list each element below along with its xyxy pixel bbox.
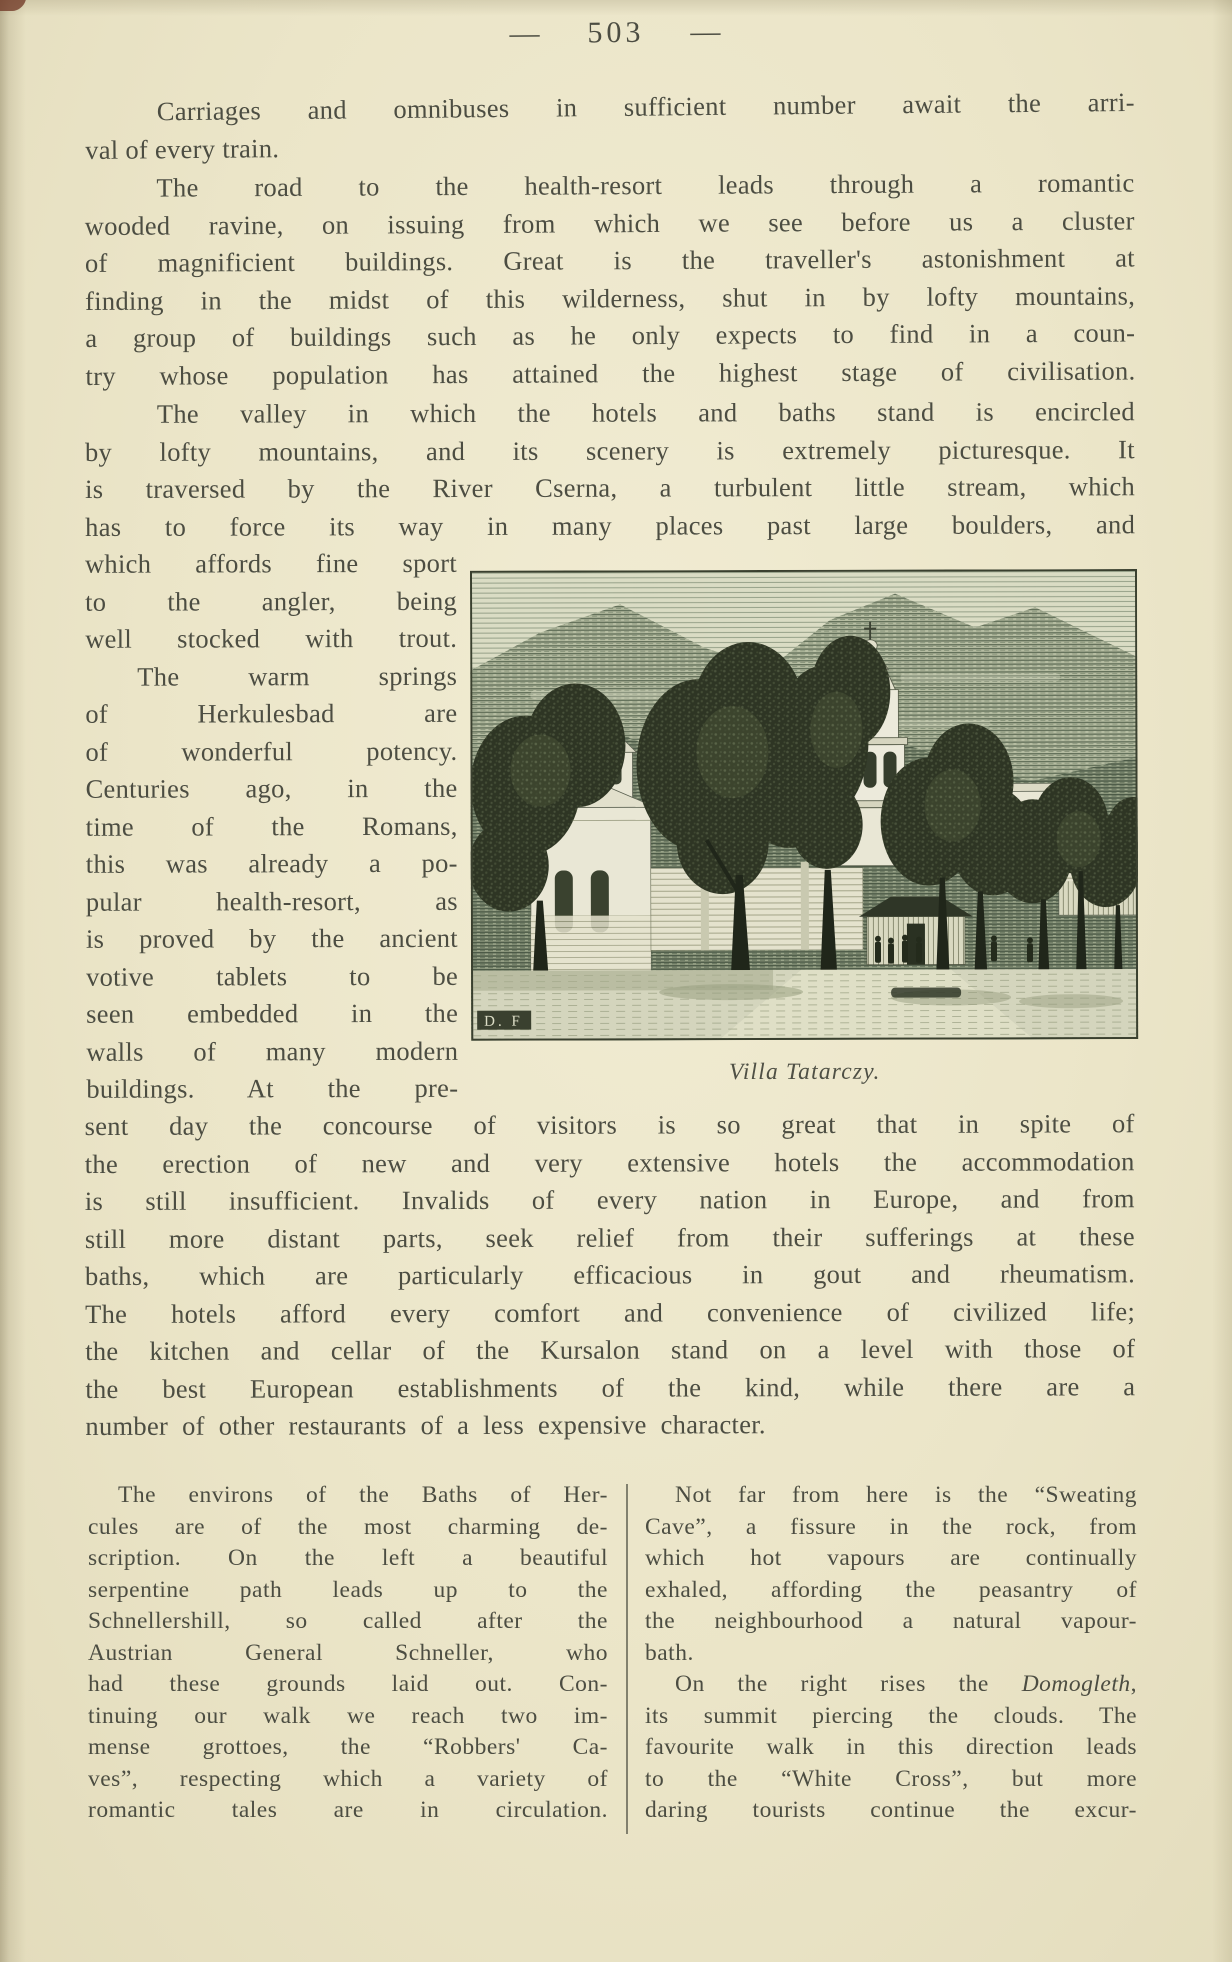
text-line: is traversed by the River Cserna, a turbulent little stream, which (85, 471, 1136, 504)
text-line: pular health-resort, as (85, 885, 458, 917)
text-line: favourite walk in this direction leads (645, 1734, 1137, 1760)
text-line: this was already a po- (85, 847, 458, 879)
villa-tatarczy-figure (470, 569, 1138, 1087)
text-line: wooded ravine, on issuing from which we see before us a cluster (84, 205, 1135, 241)
page-number: 503 (587, 15, 645, 50)
villa-tatarczy-engraving (470, 569, 1138, 1041)
engraver-signature: D. F (484, 1013, 523, 1030)
text-line: sent day the concourse of visitors is so great that in spite of (84, 1108, 1135, 1142)
text-line: of wonderful potency. (85, 735, 458, 767)
text-line: of Herkulesbad are (85, 697, 458, 729)
header-right-dash: — (690, 15, 723, 49)
footnote-column-right (645, 1480, 1137, 1827)
text-line: the kitchen and cellar of the Kursalon stand on a level with those of (85, 1333, 1136, 1366)
text-line: a group of buildings such as he only expects to find in a coun- (85, 317, 1136, 353)
text-line: Centuries ago, in the (85, 772, 458, 804)
text-line: finding in the midst of this wilderness, shut in by lofty mountains, (85, 280, 1136, 316)
text-line: exhaled, affording the peasantry of (645, 1576, 1137, 1603)
text-line: romantic tales are in circulation. (88, 1797, 608, 1823)
text-line: its summit piercing the clouds. The (645, 1702, 1137, 1729)
text-span: , (1130, 1671, 1137, 1697)
text-line: tinuing our walk we reach two im- (88, 1702, 608, 1729)
text-line: mense grottoes, the “Robbers' Ca- (88, 1734, 608, 1760)
text-span: On the right rises the (675, 1671, 1022, 1697)
text-line: buildings. At the pre- (86, 1072, 459, 1104)
text-line: The road to the health-resort leads through a romantic (156, 167, 1135, 203)
text-line: Schnellershill, so called after the (88, 1608, 608, 1634)
text-line: has to force its way in many places past large boulders, and (85, 508, 1136, 542)
text-line (645, 1669, 1137, 1701)
text-line: try whose population has attained the highest stage of civilisation. (85, 355, 1136, 391)
text-line: the neighbourhood a natural vapour- (645, 1608, 1137, 1634)
paragraph-4 (85, 1105, 1136, 1445)
text-line: The hotels afford every comfort and convenience of civilized life; (85, 1295, 1136, 1329)
text-line: still more distant parts, seek relief from their sufferings at these (84, 1220, 1135, 1254)
side-column (85, 545, 458, 1108)
text-line: is still insufficient. Invalids of every nation in Europe, and from (84, 1183, 1135, 1217)
text-line: Cave”, a fissure in the rock, from (645, 1513, 1137, 1540)
text-line: is proved by the ancient (85, 922, 458, 954)
figure-caption: Villa Tatarczy. (728, 1058, 881, 1086)
text-line: number of other restaurants of a less expensive character. (85, 1409, 766, 1441)
text-line: Carriages and omnibuses in sufficient number await the arri- (156, 86, 1135, 127)
text-line: ves”, respecting which a variety of (88, 1765, 608, 1792)
text-line: by lofty mountains, and its scenery is extremely picturesque. It (84, 433, 1135, 467)
text-line: the erection of new and very extensive hotels the accommodation (84, 1145, 1135, 1179)
text-line: Not far from here is the “Sweating (675, 1482, 1137, 1508)
engraving-signature (477, 1011, 531, 1030)
text-line: baths, which are particularly efficacious in gout and rheumatism. (84, 1258, 1136, 1291)
text-line: serpentine path leads up to the (88, 1576, 608, 1603)
text-line: votive tablets to be (86, 960, 459, 992)
text-line: had these grounds laid out. Con- (88, 1671, 608, 1697)
text-line: val of every train. (85, 132, 280, 165)
text-line: daring tourists continue the excur- (645, 1797, 1137, 1823)
text-line: which affords fine sport (84, 547, 458, 579)
text-line: the best European establishments of the kind, while there are a (85, 1370, 1136, 1404)
text-line: cules are of the most charming de- (88, 1513, 608, 1540)
column-divider (626, 1484, 628, 1834)
text-line: The valley in which the hotels and baths stand is encircled (156, 396, 1135, 429)
text-line: scription. On the left a beautiful (88, 1545, 608, 1571)
text-line: Austrian General Schneller, who (88, 1639, 608, 1666)
text-line: time of the Romans, (85, 810, 458, 842)
italic-place-name: Domogleth (1021, 1671, 1131, 1697)
text-line: which hot vapours are continually (645, 1545, 1137, 1571)
text-line: walls of many modern (86, 1035, 459, 1067)
text-line: The environs of the Baths of Her- (118, 1482, 608, 1508)
text-line: bath. (645, 1639, 694, 1666)
text-line: seen embedded in the (86, 997, 459, 1029)
text-line: to the angler, being (85, 585, 458, 617)
header-left-dash: — (509, 16, 542, 51)
text-line: of magnificient buildings. Great is the traveller's astonishment at (84, 242, 1135, 279)
text-line: well stocked with trout. (85, 622, 458, 654)
footnote-column-left (88, 1480, 608, 1827)
engraving-ground (473, 969, 1136, 1039)
text-line: The warm springs (137, 660, 458, 692)
text-line: to the “White Cross”, but more (645, 1765, 1137, 1792)
